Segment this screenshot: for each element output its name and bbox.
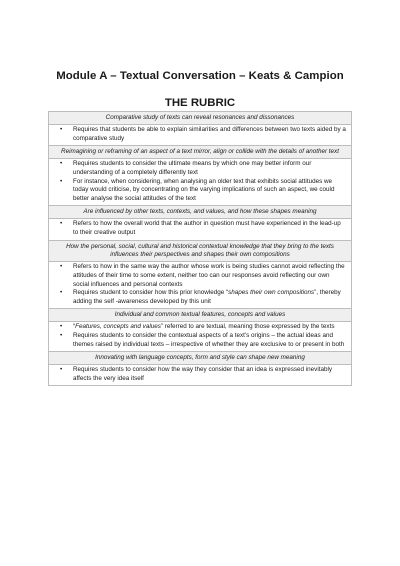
bullet-list <box>53 263 347 306</box>
bullet-text: ” referred to are textual, meaning those expressed by the texts <box>160 323 335 331</box>
rubric-heading: THE RUBRIC <box>164 97 236 109</box>
rubric-table <box>48 111 352 386</box>
bullet-point <box>53 178 347 204</box>
bullet-list <box>53 366 347 383</box>
rubric-explanation-row <box>49 218 352 240</box>
criterion-heading: Innovating with language concepts, form and style can shape new meaning <box>49 352 352 365</box>
bullet-text: Refers to how in the same way the author whose work is being studies cannot avoid reflecting the attitudes of their time to some extent, neither too can our responses avoid reflecting our own social influences and personal contexts <box>73 263 345 288</box>
bullet-point <box>53 289 347 306</box>
bullet-point <box>53 126 347 143</box>
bullet-text: Requires students to consider how the way they consider that an idea is expressed inevitably affects the very idea itself <box>73 366 333 382</box>
criterion-explanation <box>49 124 352 146</box>
bullet-list <box>53 160 347 203</box>
bullet-text: Requires students to consider the contextual aspects of a text’s origins – the actual ideas and themes raised by individual texts – irrespective of whether they are exclusive to or present in both <box>73 331 345 348</box>
document-title: Module A – Textual Conversation – Keats & Campion <box>56 70 344 82</box>
rubric-explanation-row <box>49 124 352 146</box>
rubric-criterion-row <box>49 206 352 219</box>
bullet-point <box>53 220 347 237</box>
rubric-criterion-row <box>49 112 352 125</box>
bullet-text: For instance, when considering, when analysing an older text that exhibits social attitudes we today would criticise, by concentrating on the varying implications of such an aspect, we could better analyse the social attitudes of the text <box>73 177 335 202</box>
criterion-explanation <box>49 261 352 308</box>
rubric-criterion-row <box>49 146 352 159</box>
criterion-heading: How the personal, social, cultural and historical contextual knowledge that they bring to the texts influences their perspectives and shapes their own compositions <box>49 240 352 261</box>
rubric-criterion-row <box>49 309 352 322</box>
rubric-criterion-row <box>49 352 352 365</box>
rubric-explanation-row <box>49 321 352 351</box>
criterion-explanation <box>49 364 352 386</box>
bullet-text: Refers to how the overall world that the author in question must have experienced in the lead-up to their creative output <box>73 220 341 237</box>
rubric-explanation-row <box>49 261 352 308</box>
bullet-text: ”, thereby adding the self -awareness developed by this unit <box>73 289 341 305</box>
bullet-text: Requires student to consider how this prior knowledge “ <box>73 289 229 297</box>
bullet-point <box>53 160 347 177</box>
bullet-point <box>53 323 347 332</box>
bullet-list <box>53 220 347 237</box>
bullet-point <box>53 263 347 289</box>
bullet-list <box>53 126 347 143</box>
criterion-heading: Are influenced by other texts, contexts, and values, and how these shapes meaning <box>49 206 352 219</box>
criterion-heading: Reimagining or reframing of an aspect of a text mirror, align or collide with the details of another text <box>49 146 352 159</box>
bullet-text: “ <box>73 323 76 331</box>
quoted-phrase: shapes their own compositions <box>228 289 315 297</box>
criterion-explanation <box>49 158 352 205</box>
rubric-explanation-row <box>49 158 352 205</box>
bullet-text: Requires students to consider the ultimate means by which one may better inform our understanding of a completely differently text <box>73 160 312 176</box>
bullet-list <box>53 323 347 349</box>
rubric-criterion-row <box>49 240 352 261</box>
bullet-point <box>53 332 347 349</box>
rubric-explanation-row <box>49 364 352 386</box>
quoted-phrase: Features, concepts and values <box>75 323 161 331</box>
bullet-text: Requires that students be able to explain similarities and differences between two texts aided by a comparative study <box>73 126 346 142</box>
bullet-point <box>53 366 347 383</box>
criterion-explanation <box>49 321 352 351</box>
criterion-explanation <box>49 218 352 240</box>
criterion-heading: Comparative study of texts can reveal resonances and dissonances <box>49 112 352 125</box>
criterion-heading: Individual and common textual features, concepts and values <box>49 309 352 322</box>
